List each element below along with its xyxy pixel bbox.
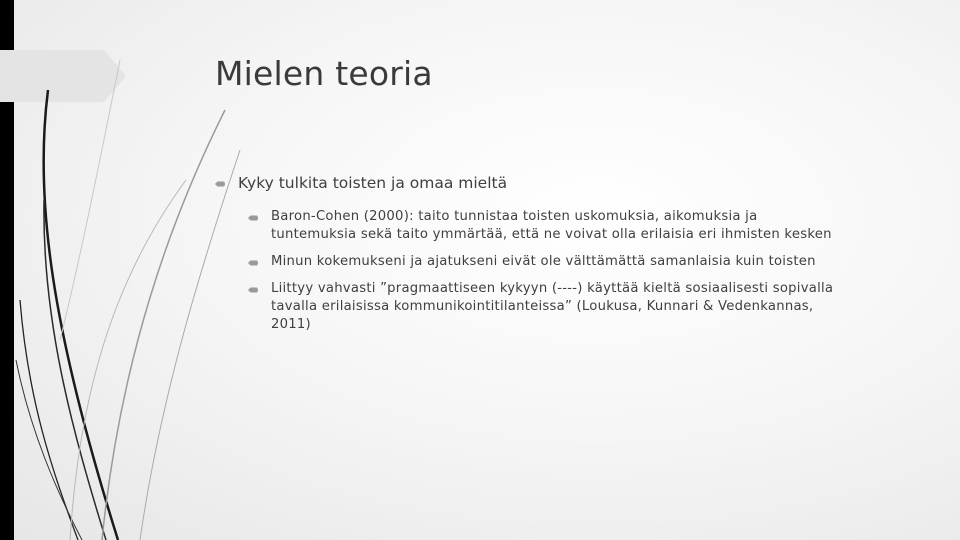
bullet-level1 (215, 170, 915, 196)
decorative-curve (20, 300, 78, 540)
sub-bullet-text: Liittyy vahvasti ”pragmaattiseen kykyyn (----) käyttää kieltä sosiaalisesti sopivalla tavalla erilaisissa kommunikointitilanteissa” (Loukusa, Kunnari & Vedenkannas, 2011) (271, 281, 834, 332)
pencil-bullet-icon (215, 180, 226, 188)
pencil-bullet-icon (248, 259, 259, 267)
bullet-text: Kyky tulkita toisten ja omaa mieltä (238, 174, 508, 192)
slide-content (215, 170, 915, 343)
bullet-level2 (215, 253, 915, 271)
sub-bullet-text: Baron-Cohen (2000): taito tunnistaa toisten uskomuksia, aikomuksia ja tuntemuksia sekä taito ymmärtää, että ne voivat olla erilaisia eri ihmisten kesken (271, 209, 832, 242)
sub-bullet-text: Minun kokemukseni ja ajatukseni eivät ole välttämättä samanlaisia kuin toisten (271, 254, 816, 269)
pencil-bullet-icon (248, 214, 259, 222)
pencil-bullet-icon (248, 286, 259, 294)
bullet-level2 (215, 280, 915, 334)
decorative-arrow-shape (0, 50, 126, 102)
slide-title: Mielen teoria (215, 54, 433, 93)
decorative-curve (70, 180, 186, 540)
decorative-curve (102, 110, 225, 540)
bullet-level2 (215, 208, 915, 244)
